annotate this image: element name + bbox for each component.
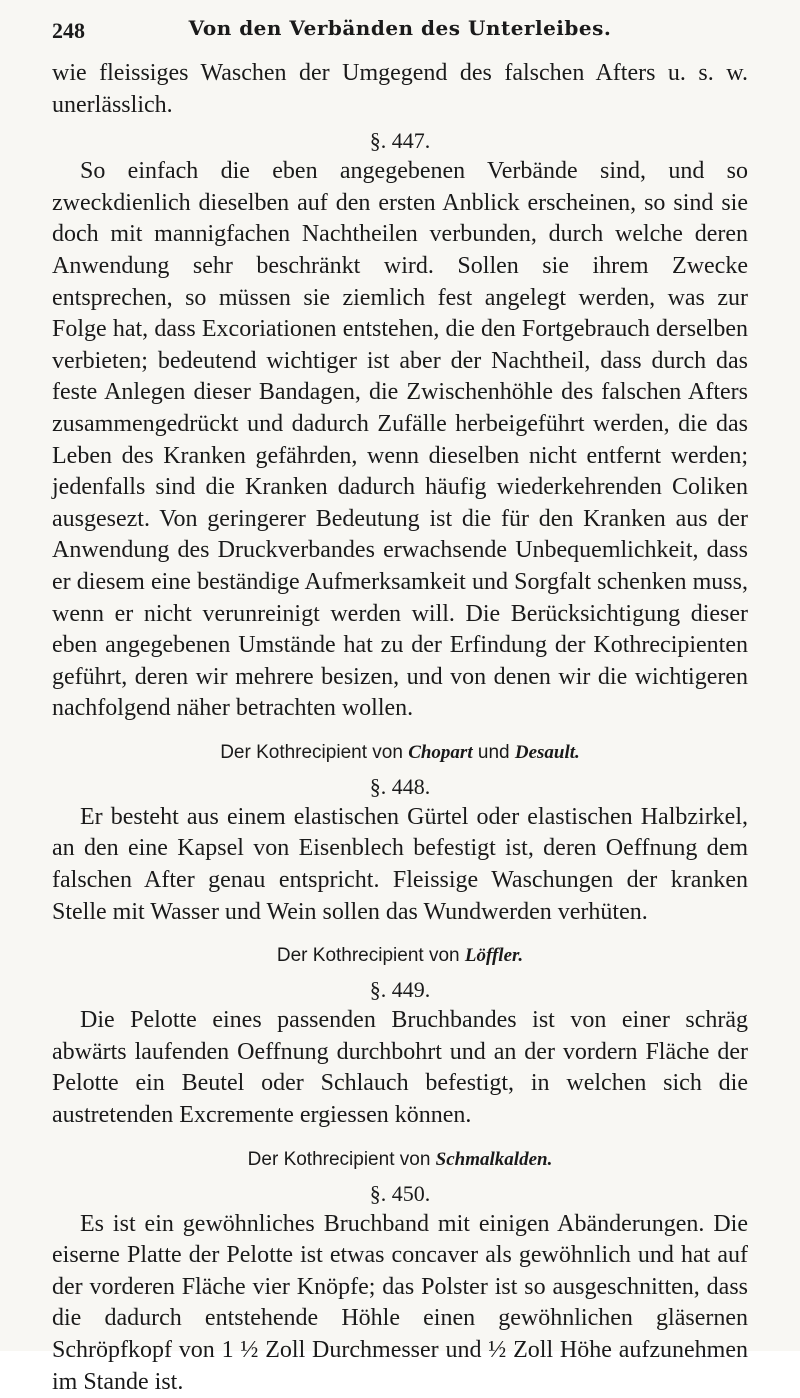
subheading-prefix: Der Kothrecipient von [247, 1148, 436, 1170]
subheading-schmalkalden [52, 1146, 748, 1174]
subheading-prefix: Der Kothrecipient von [276, 945, 465, 967]
author-name-loeffler: Löffler. [464, 945, 524, 967]
author-name-desault: Desault. [514, 741, 580, 763]
page-header [52, 14, 748, 48]
page-number: 248 [52, 18, 85, 43]
paragraph-447: So einfach die eben angegebenen Verbände sind, und so zweckdienlich dieselben auf den ersten Anblick erscheinen, so sind sie doch mit mannigfachen Nachtheilen verbunden, durch welche deren Anwendung sehr beschränkt wird. Sollen sie ihrem Zwecke entsprechen, so müssen sie ziemlich fest angelegt werden, was zur Folge hat, dass Excoriationen entstehen, die den Fortgebrauch derselben verbieten; bedeutend wichtiger ist aber der Nachtheil, dass durch das feste Anlegen dieser Bandagen, die Zwischenhöhle des falschen Afters zusammengedrückt und dadurch Zufälle herbeigeführt werden, die das Leben des Kranken gefährden, wenn dieselben nicht entfernt werden; jedenfalls sind die Kranken dadurch häufig wiederkehrenden Coliken ausgesezt. Von geringerer Bedeutung ist die für den Kranken aus der Anwendung des Druckverbandes erwachsende Unbequemlichkeit, dass er diesem eine beständige Aufmerksamkeit und Sorgfalt schenken muss, wenn er nicht verunreinigt werden will. Die Berücksichtigung dieser eben angegebenen Umstände hat zu der Erfindung der Kothrecipienten geführt, deren wir mehrere besizen, und von denen wir die wichtigeren nachfolgend näher betrachten wollen. [52, 158, 748, 722]
running-head: Von den Verbänden des Unterleibes. [188, 16, 612, 40]
author-name-chopart: Chopart [408, 741, 473, 763]
paragraph-449: Die Pelotte eines passenden Bruchbandes ist von einer schräg abwärts laufenden Oeffnung durchbohrt und an der vordern Fläche der Pelotte ein Beutel oder Schlauch befestigt, in welchen sich die austretenden Excremente ergiessen können. [52, 1007, 748, 1129]
page-body [52, 58, 748, 1398]
subheading-prefix: Der Kothrecipient von [220, 741, 409, 763]
subheading-chopart-desault [52, 739, 748, 767]
section-450-number: §. 450. [369, 1180, 431, 1206]
section-448-number: §. 448. [369, 773, 431, 799]
section-449-number: §. 449. [369, 977, 431, 1003]
section-447-number: §. 447. [369, 128, 431, 154]
subheading-loeffler [52, 942, 748, 970]
subheading-conjunction: und [472, 741, 515, 763]
paragraph-continued: wie fleissiges Waschen der Umgegend des falschen Afters u. s. w. unerlässlich. [52, 60, 748, 118]
paragraph-448: Er besteht aus einem elastischen Gürtel oder elastischen Halbzirkel, an den eine Kapsel von Eisenblech befestigt ist, deren Oeffnung dem falschen After genau entspricht. Fleissige Waschungen der kranken Stelle mit Wasser und Wein sollen das Wundwerden verhüten. [52, 803, 748, 925]
paragraph-450: Es ist ein gewöhnliches Bruchband mit einigen Abänderungen. Die eiserne Platte der Pelotte ist etwas concaver als gewöhnlich und hat auf der vorderen Fläche vier Knöpfe; das Polster ist so ausgeschnitten, dass die dadurch entstehende Höhle einen gewöhnlichen gläsernen Schröpfkopf von 1 ½ Zoll Durchmesser und ½ Zoll Höhe aufzunehmen im Stande ist. [52, 1210, 748, 1395]
author-name-schmalkalden: Schmalkalden. [435, 1148, 553, 1170]
